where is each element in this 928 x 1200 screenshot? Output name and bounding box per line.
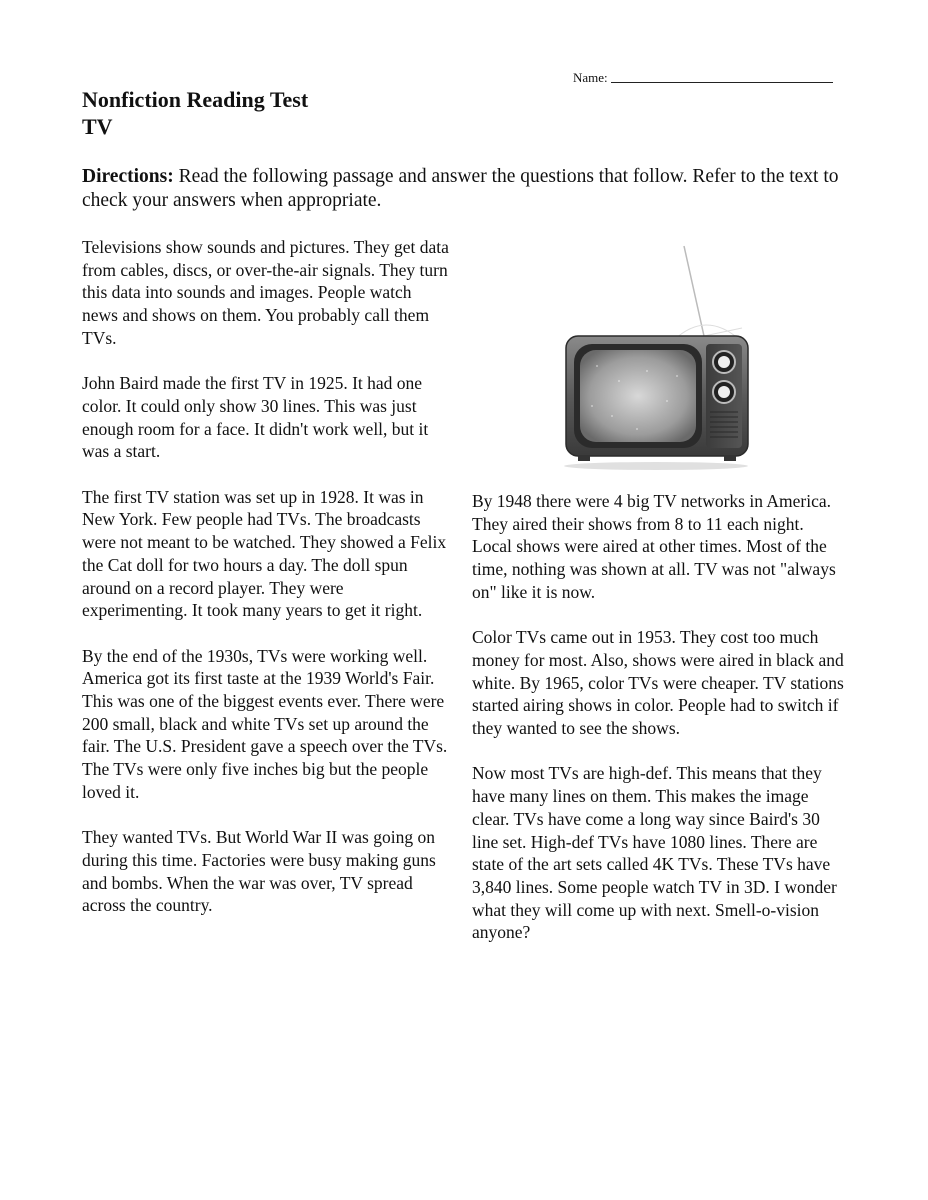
passage-paragraph: Color TVs came out in 1953. They cost too much money for most. Also, shows were aired in black and white. By 1965, color TVs were cheaper. TV stations started airing shows in color. People had to switch if they wanted to see the shows. bbox=[472, 627, 844, 739]
vintage-tv-icon bbox=[556, 240, 756, 472]
name-field[interactable] bbox=[573, 69, 833, 86]
passage-paragraph: Televisions show sounds and pictures. They get data from cables, discs, or over-the-air signals. They turn this data into sounds and images. People watch news and shows on them. You probably call them TVs. bbox=[82, 237, 449, 348]
passage-paragraph: They wanted TVs. But World War II was going on during this time. Factories were busy making guns and bombs. When the war was over, TV spread across the country. bbox=[82, 827, 436, 916]
passage-paragraph: The first TV station was set up in 1928. It was in New York. Few people had TVs. The broadcasts were not meant to be watched. They showed a Felix the Cat doll for two hours a day. The doll spun around on a record player. They were experimenting. It took many years to get it right. bbox=[82, 486, 447, 621]
name-blank-line[interactable] bbox=[611, 69, 833, 83]
passage-left-column bbox=[82, 236, 450, 940]
directions-text: Read the following passage and answer the questions that follow. Refer to the text to check your answers when appropriate. bbox=[82, 166, 839, 211]
passage-paragraph: Now most TVs are high-def. This means that they have many lines on them. This makes the image clear. TVs have come a long way since Baird's 30 line set. High-def TVs have 1080 lines. There are state of the art sets called 4K TVs. These TVs have 3,840 lines. Some people watch TV in 3D. I wonder what they will come up with next. Smell-o-vision anyone? bbox=[472, 763, 837, 943]
passage-paragraph: By the end of the 1930s, TVs were working well. America got its first taste at the 1939 World's Fair. This was one of the biggest events ever. There were 200 small, black and white TVs set up around the fair. The U.S. President gave a speech over the TVs. The TVs were only five inches big but the people loved it. bbox=[82, 645, 448, 802]
passage-paragraph: John Baird made the first TV in 1925. It had one color. It could only show 30 lines. This was just enough room for a face. It didn't work well, but it was a start. bbox=[82, 373, 429, 462]
name-label: Name: bbox=[573, 70, 608, 85]
passage-paragraph: By 1948 there were 4 big TV networks in America. They aired their shows from 8 to 11 each night. Local shows were aired at other times. Most of the time, nothing was shown at all. TV was not "always on" like it is now. bbox=[472, 491, 836, 602]
passage-right-column bbox=[472, 490, 847, 967]
title-line-1: Nonfiction Reading Test bbox=[82, 87, 309, 112]
directions-label: Directions: bbox=[82, 166, 174, 187]
page-title bbox=[82, 86, 308, 140]
directions bbox=[82, 165, 862, 213]
title-line-2: TV bbox=[82, 114, 113, 139]
